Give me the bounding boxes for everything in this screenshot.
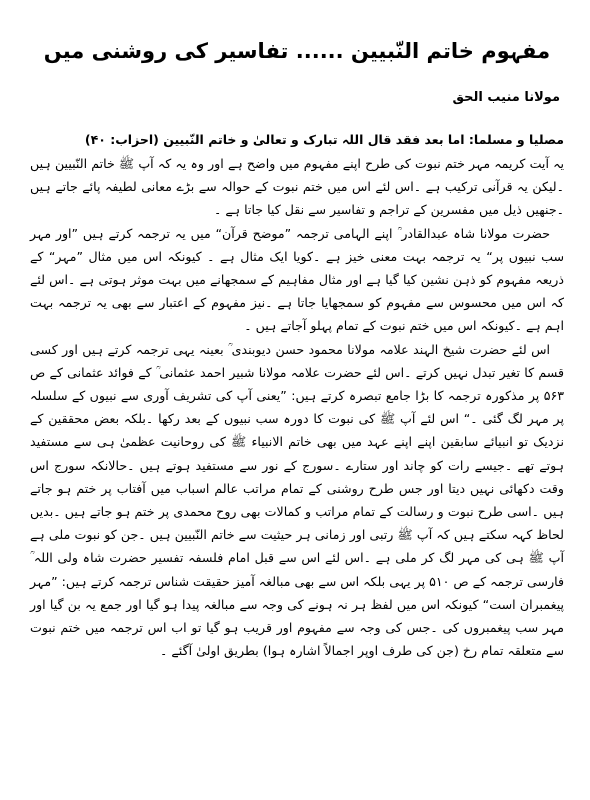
author-name: مولانا منیب الحق	[452, 90, 560, 105]
article-title: مفہوم خاتم النّبیین ...... تفاسیر کی روشنی میں	[43, 39, 551, 63]
paragraph-shah-abdul-qadir: حضرت مولانا شاہ عبدالقادر ؒ اپنے الہامی ترجمہ ”موضح قرآن“ میں یہ ترجمہ کرتے ہیں ”اور مہر سب نبیوں پر“ یہ ترجمہ بہت معنی خیز ہے ۔کویا ایک مثال ہے ۔ کیونکہ اس میں مثال ”مہر“ کے ذریعہ مفہوم کو ذہن نشین کیا گیا ہے اور مثال مفاہیم کے سمجھانے میں بہت موثر ہوتی ہے ۔اس لئے کہ اس میں محسوس سے مفہوم کو سمجھایا جاتا ہے ۔نیز مفہوم کے اعتبار سے بھی یہ ترجمہ بہت اہم ہے ۔کیونکہ اس میں ختم نبوت کے تمام پہلو آجاتے ہیں ۔	[30, 225, 564, 334]
quranic-verse-line: مصلیا و مسلما: اما بعد فقد قال اللہ تبارک و تعالیٰ و خاتم النّبیین (احزاب: ۴۰)	[84, 132, 564, 147]
paragraph-shaikh-ul-hind: اس لئے حضرت شیخ الہند علامہ مولانا محمود حسن دیوبندی ؒ بعینہ یہی ترجمہ کرتے ہیں اور کسی قسم کا تغیر تبدل نہیں کرتے ۔اس لئے حضرت علامہ مولانا شبیر احمد عثمانی ؒ کے فوائد عثمانی کے ص ۵۶۳ پر مذکورہ ترجمہ کا بڑا جامع تبصرہ کرتے ہیں: ”یعنی آپ کی تشریف آوری سے نبیوں کے سلسلہ پر مہر لگ گئی ۔“ اس لئے آپ ﷺ کی نبوت کا دورہ سب نبیوں کے بعد رکھا ۔بلکہ بعض محققین کے نزدیک تو انبیائے سابقین اپنے اپنے عہد میں بھی خاتم الانبیاء ﷺ کی روحانیت عظمیٰ ہی سے مستفید ہوتے تھے ۔جیسے رات کو چاند اور ستارے ۔سورج کے نور سے مستفید ہوتے ہیں ۔حالانکہ سورج اس وقت دکھائی نہیں دیتا اور جس طرح روشنی کے تمام مراتب عالم اسباب میں آفتاب پر ختم ہو جاتے ہیں ۔اسی طرح نبوت و رسالت کے تمام مراتب و کمالات بھی روح محمدی پر ختم ہو جاتے ہیں ۔بدیں لحاظ کہہ سکتے ہیں کہ آپ ﷺ رتبی اور زمانی ہر حیثیت سے خاتم النّبیین ہیں ۔جن کو نبوت ملی ہے آپ ﷺ ہی کی مہر لگ کر ملی ہے ۔اس لئے اس سے قبل امام فلسفہ تفسیر حضرت شاہ ولی اللہ ؒ فارسی ترجمہ کے ص ۵۱۰ پر یہی بلکہ اس سے بھی مبالغہ آمیز حقیقت شناس ترجمہ کرتے ہیں: ”مہر پیغمبران است“ کیونکہ اس میں لفظ ہر نہ ہونے کی وجہ سے مبالغہ پیدا ہو گیا اور جمع یہ بن گیا اور مہر سب پیغمبروں کی ۔جس کی وجہ سے مفہوم اور قریب ہو گیا تو اب اس ترجمہ میں ختم نبوت سے متعلقہ تمام رخ (جن کی طرف اوپر اجمالاً اشارہ ہوا) بطریق اولیٰ آگئے ۔	[30, 341, 565, 659]
paragraph-intro: یہ آیت کریمہ مہر ختم نبوت کی طرح اپنے مفہوم میں واضح ہے اور وہ یہ کہ آپ ﷺ خاتم النّبیین ہیں ۔لیکن یہ قرآنی ترکیب ہے ۔اس لئے اس میں ختم نبوت کے حوالہ سے بڑے معانی لطیفہ پائے جاتے ہیں ۔جنھیں ذیل میں مفسرین کے تراجم و تفاسیر سے نقل کیا جاتا ہے ۔	[30, 156, 564, 218]
article-body	[30, 152, 564, 662]
